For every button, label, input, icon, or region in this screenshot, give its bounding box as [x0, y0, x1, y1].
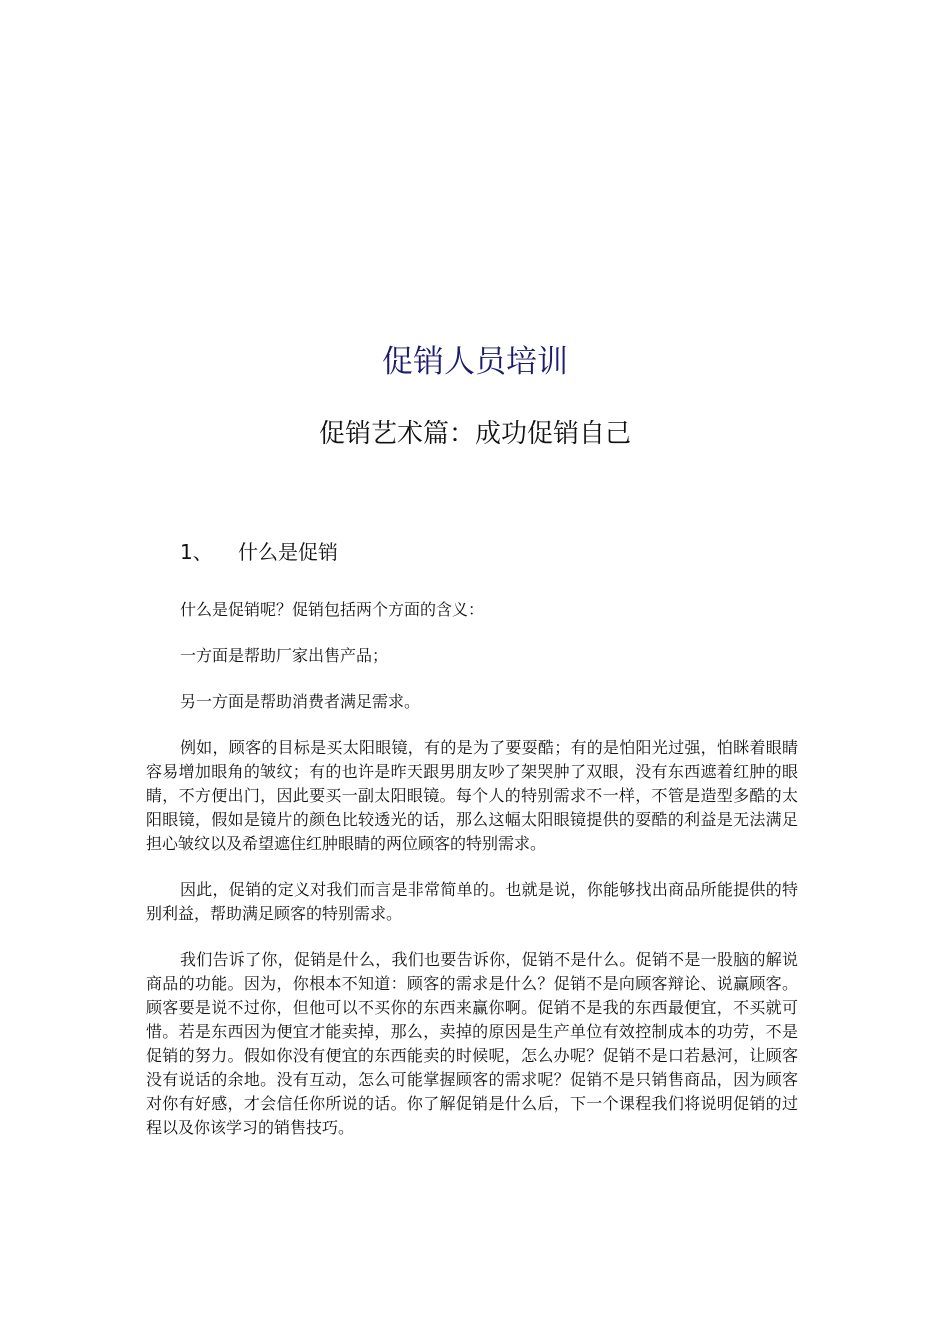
paragraph: 另一方面是帮助消费者满足需求。	[180, 692, 421, 711]
page-title: 促销人员培训	[382, 344, 568, 380]
section-number: 1、	[180, 540, 213, 564]
document-body	[146, 598, 798, 1162]
paragraph: 一方面是帮助厂家出售产品；	[180, 646, 389, 665]
section-heading	[180, 536, 338, 568]
paragraph: 因此，促销的定义对我们而言是非常简单的。也就是说，你能够找出商品所能提供的特别利益，帮助满足顾客的特别需求。	[146, 880, 798, 923]
section-heading-text: 什么是促销	[238, 540, 338, 564]
page-subtitle: 促销艺术篇：成功促销自己	[318, 419, 631, 449]
paragraph: 例如，顾客的目标是买太阳眼镜，有的是为了要耍酷；有的是怕阳光过强，怕眯着眼睛容易增加眼角的皱纹；有的也许是昨天跟男朋友吵了架哭肿了双眼，没有东西遮着红肿的眼睛，不方便出门，因此要买一副太阳眼镜。每个人的特别需求不一样，不管是造型多酷的太阳眼镜，假如是镜片的颜色比较透光的话，那么这幅太阳眼镜提供的耍酷的利益是无法满足担心皱纹以及希望遮住红肿眼睛的两位顾客的特别需求。	[146, 738, 798, 853]
paragraph: 什么是促销呢？促销包括两个方面的含义：	[180, 600, 485, 619]
paragraph: 我们告诉了你，促销是什么，我们也要告诉你，促销不是什么。促销不是一股脑的解说商品的功能。因为，你根本不知道：顾客的需求是什么？促销不是向顾客辩论、说赢顾客。顾客要是说不过你，但他可以不买你的东西来赢你啊。促销不是我的东西最便宜，不买就可惜。若是东西因为便宜才能卖掉，那么，卖掉的原因是生产单位有效控制成本的功劳，不是促销的努力。假如你没有便宜的东西能卖的时候呢，怎么办呢？促销不是口若悬河，让顾客没有说话的余地。没有互动，怎么可能掌握顾客的需求呢？促销不是只销售商品，因为顾客对你有好感，才会信任你所说的话。你了解促销是什么后，下一个课程我们将说明促销的过程以及你该学习的销售技巧。	[146, 950, 798, 1137]
